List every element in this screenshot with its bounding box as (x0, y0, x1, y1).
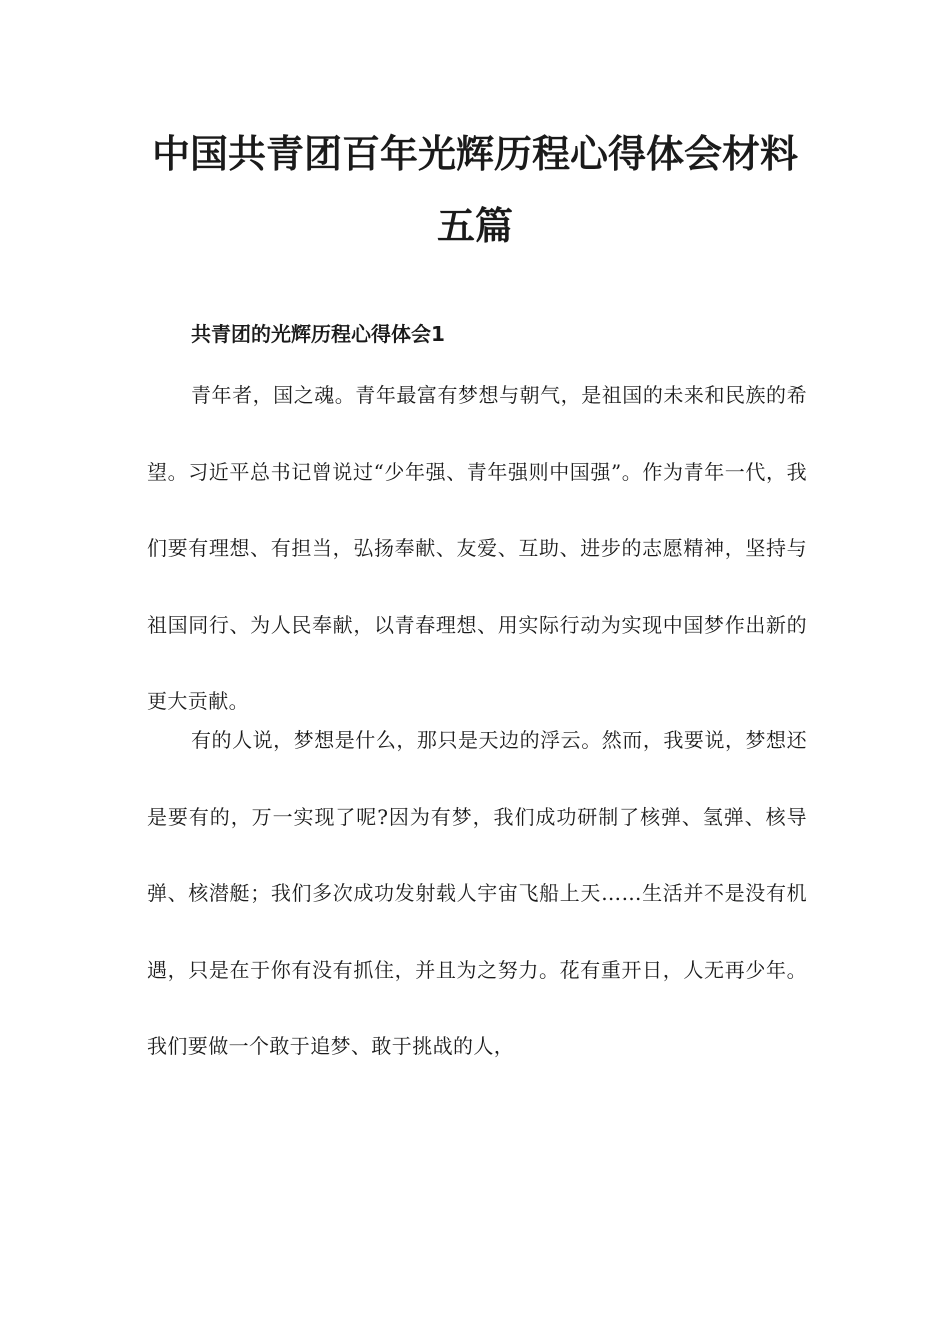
document-title: 中国共青团百年光辉历程心得体会材料五篇 (151, 132, 798, 248)
section-heading: 共青团的光辉历程心得体会1 (191, 322, 445, 346)
paragraph-2: 有的人说，梦想是什么，那只是天边的浮云。然而，我要说，梦想还是要有的，万一实现了呢?因为有梦，我们成功研制了核弹、氢弹、核导弹、核潜艇；我们多次成功发射载人宇宙飞船上天……生活并不是没有机遇，只是在于你有没有抓住，并且为之努力。花有重开日，人无再少年。我们要做一个敢于追梦、敢于挑战的人， (147, 728, 807, 1058)
paragraph-1: 青年者，国之魂。青年最富有梦想与朝气，是祖国的未来和民族的希望。习近平总书记曾说过“少年强、青年强则中国强”。作为青年一代，我们要有理想、有担当，弘扬奉献、友爱、互助、进步的志愿精神，坚持与祖国同行、为人民奉献，以青春理想、用实际行动为实现中国梦作出新的更大贡献。 (147, 383, 807, 713)
